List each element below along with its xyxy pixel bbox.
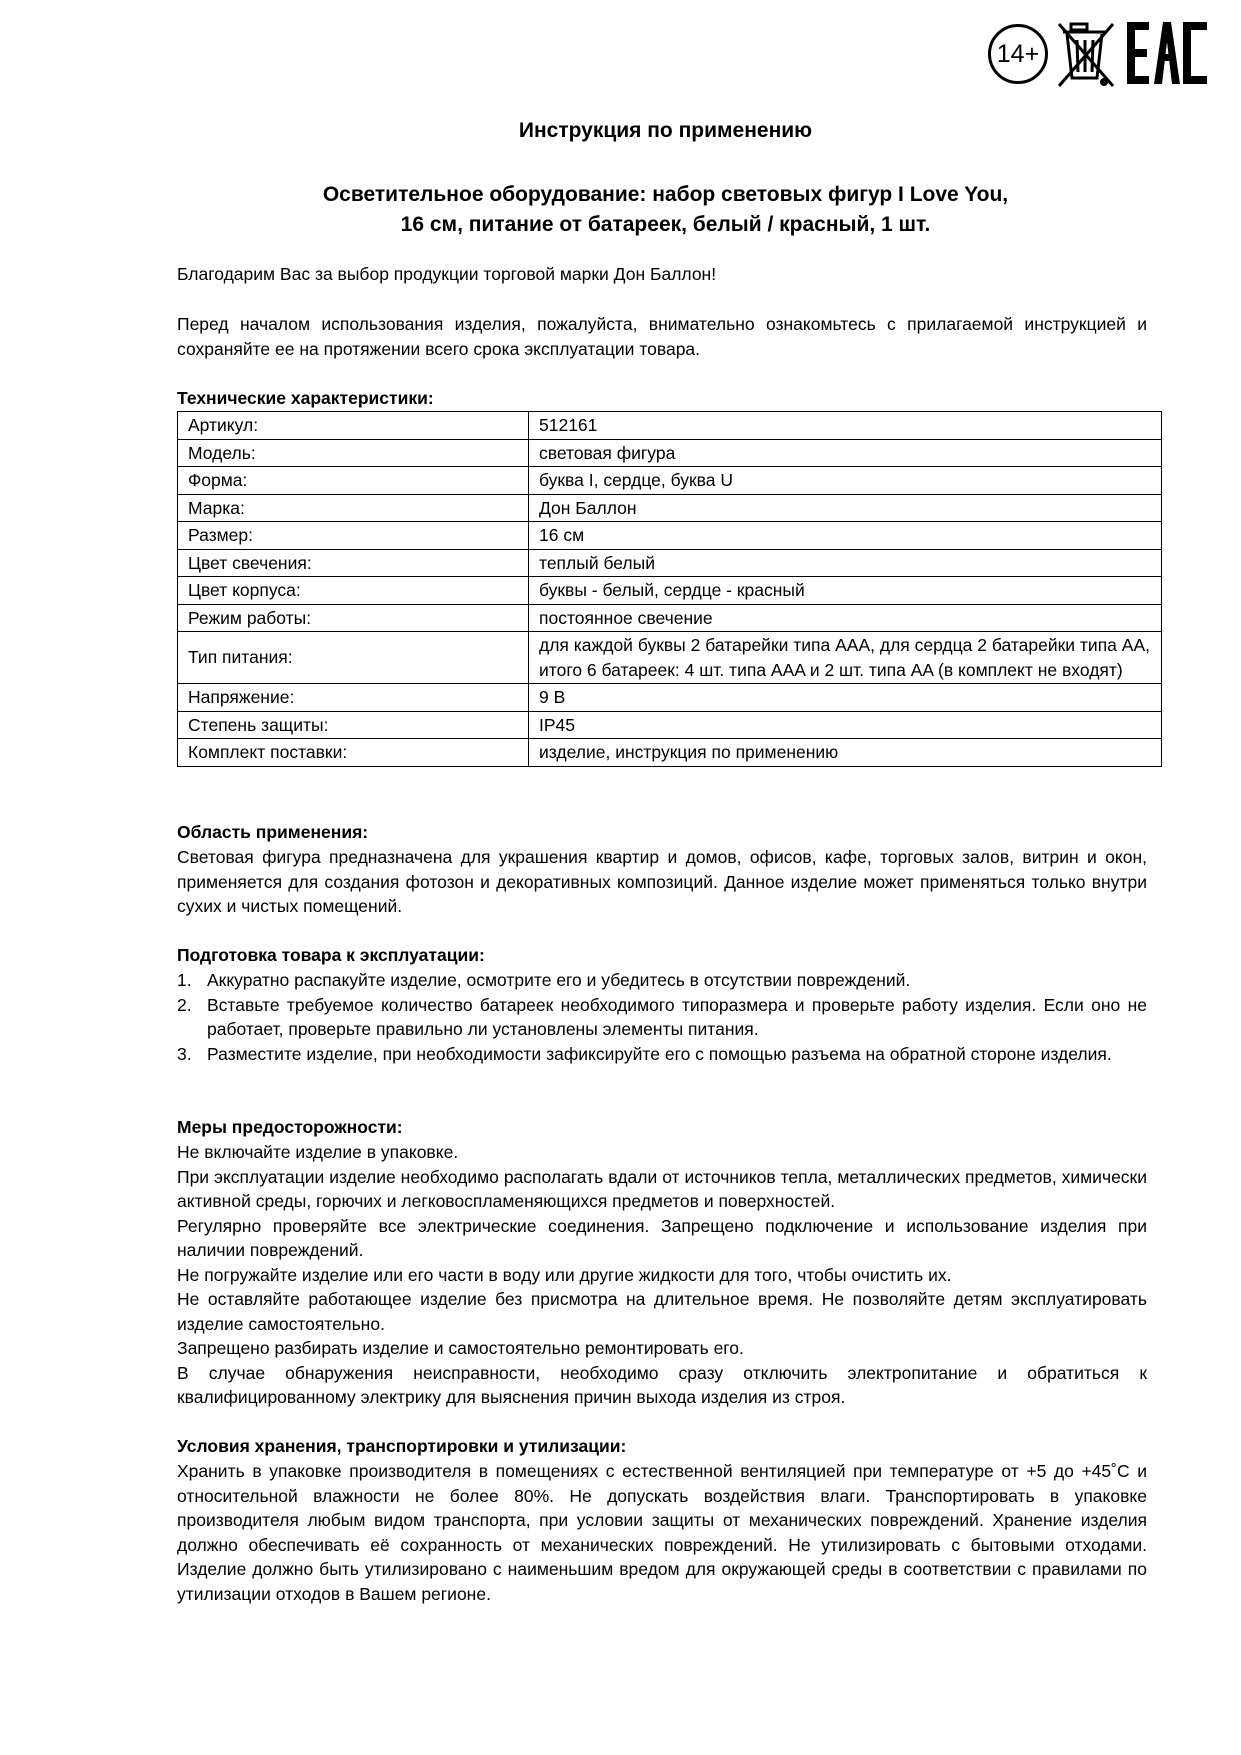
spec-key: Напряжение: [178,684,529,712]
list-text: Вставьте требуемое количество батареек необходимого типоразмера и проверьте работу изделия. Если оно не работает, проверьте правильно ли установлены элементы питания. [207,994,1147,1039]
table-row [178,467,1162,495]
table-row [178,439,1162,467]
spec-key: Комплект поставки: [178,739,529,767]
spec-value: 16 см [529,522,1162,550]
table-row [178,632,1162,684]
spec-key: Цвет корпуса: [178,577,529,605]
spec-key: Тип питания: [178,632,529,684]
spec-key: Цвет свечения: [178,549,529,577]
page-title: Инструкция по применению [518,119,813,142]
list-item [177,968,1147,993]
spec-key: Размер: [178,522,529,550]
list-number: 1. [177,970,192,990]
spec-key: Режим работы: [178,604,529,632]
usage-heading: Область применения: [177,822,369,842]
table-row [178,739,1162,767]
storage-text: Хранить в упаковке производителя в помещениях с естественной вентиляцией при температуре от +5 до +45˚С и относительной влажности не более 80%. Не допускать воздействия влаги. Транспортировать в упаковке производителя любым видом транспорта, при условии защиты от механических повреждений. Хранение изделия должно обеспечивать её сохранность от механических повреждений. Не утилизировать с бытовыми отходами. Изделие должно быть утилизировано с наименьшим вредом для окружающей среды в соответствии с правилами по утилизации отходов в Вашем регионе. [177,1461,1147,1604]
spec-value: 512161 [529,412,1162,440]
precautions-heading: Меры предосторожности: [177,1117,403,1137]
product-title-line2: 16 см, питание от батареек, белый / красный, 1 шт. [400,213,931,236]
table-row [178,711,1162,739]
specs-table-wrap [177,411,1162,767]
precaution-item: Не погружайте изделие или его части в воду или другие жидкости для того, чтобы очистить их. [177,1264,952,1285]
spec-value: Дон Баллон [529,494,1162,522]
certification-marks [985,18,1221,92]
precaution-item: Запрещено разбирать изделие и самостоятельно ремонтировать его. [177,1338,744,1358]
spec-value: для каждой буквы 2 батарейки типа AAA, для сердца 2 батарейки типа AA, итого 6 батареек: 4 шт. типа AAA и 2 шт. типа AA (в комплект не входят) [529,632,1162,684]
spec-value: IP45 [529,711,1162,739]
table-row [178,522,1162,550]
age-rating-badge: 14+ [988,24,1048,84]
spec-value: изделие, инструкция по применению [529,739,1162,767]
precaution-item: Не включайте изделие в упаковке. [177,1142,459,1162]
spec-value: буква I, сердце, буква U [529,467,1162,495]
table-row [178,494,1162,522]
table-row [178,412,1162,440]
spec-value: световая фигура [529,439,1162,467]
table-row [178,604,1162,632]
list-text: Аккуратно распакуйте изделие, осмотрите его и убедитесь в отсутствии повреждений. [207,970,911,990]
product-title-line1: Осветительное оборудование: набор световых фигур I Love You, [322,183,1009,206]
precaution-item: При эксплуатации изделие необходимо располагать вдали от источников тепла, металлических предметов, химически активной среды, горючих и легковоспламеняющихся предметов и поверхностей. [177,1166,1147,1211]
specs-heading: Технические характеристики: [177,388,434,408]
list-item [177,993,1147,1042]
notice-text: Перед началом использования изделия, пожалуйста, внимательно ознакомьтесь с прилагаемой инструкцией и сохраняйте ее на протяжении всего срока эксплуатации товара. [177,314,1147,359]
thanks-text: Благодарим Вас за выбор продукции торговой марки Дон Баллон! [177,264,717,284]
storage-heading: Условия хранения, транспортировки и утилизации: [177,1436,627,1456]
list-item [177,1042,1147,1067]
precaution-item: Не оставляйте работающее изделие без присмотра на длительное время. Не позволяйте детям эксплуатировать изделие самостоятельно. [177,1289,1147,1334]
precaution-item: Регулярно проверяйте все электрические соединения. Запрещено подключение и использование изделия при наличии повреждений. [177,1215,1147,1260]
specs-table [177,411,1162,767]
spec-key: Марка: [178,494,529,522]
spec-key: Артикул: [178,412,529,440]
table-row [178,549,1162,577]
product-title [0,180,1241,240]
precaution-item: В случае обнаружения неисправности, необходимо сразу отключить электропитание и обратиться к квалифицированному электрику для выяснения причин выхода изделия из строя. [177,1362,1147,1407]
spec-key: Модель: [178,439,529,467]
spec-key: Форма: [178,467,529,495]
spec-key: Степень защиты: [178,711,529,739]
table-row [178,577,1162,605]
list-text: Разместите изделие, при необходимости зафиксируйте его с помощью разъема на обратной стороне изделия. [207,1043,1112,1064]
usage-text: Световая фигура предназначена для украшения квартир и домов, офисов, кафе, торговых залов, витрин и окон, применяется для создания фотозон и декоративных композиций. Данное изделие может применяться только внутри сухих и чистых помещений. [177,847,1147,916]
eac-mark [1125,20,1209,93]
eac-logo-icon [1125,20,1209,88]
list-number: 2. [177,994,192,1015]
crossed-bin-icon [1057,20,1117,88]
precautions-list [177,1140,1147,1410]
spec-value: постоянное свечение [529,604,1162,632]
list-number: 3. [177,1043,192,1064]
spec-value: 9 В [529,684,1162,712]
spec-value: буквы - белый, сердце - красный [529,577,1162,605]
table-row [178,684,1162,712]
preparation-list [177,968,1147,1066]
spec-value: теплый белый [529,549,1162,577]
preparation-heading: Подготовка товара к эксплуатации: [177,945,485,965]
